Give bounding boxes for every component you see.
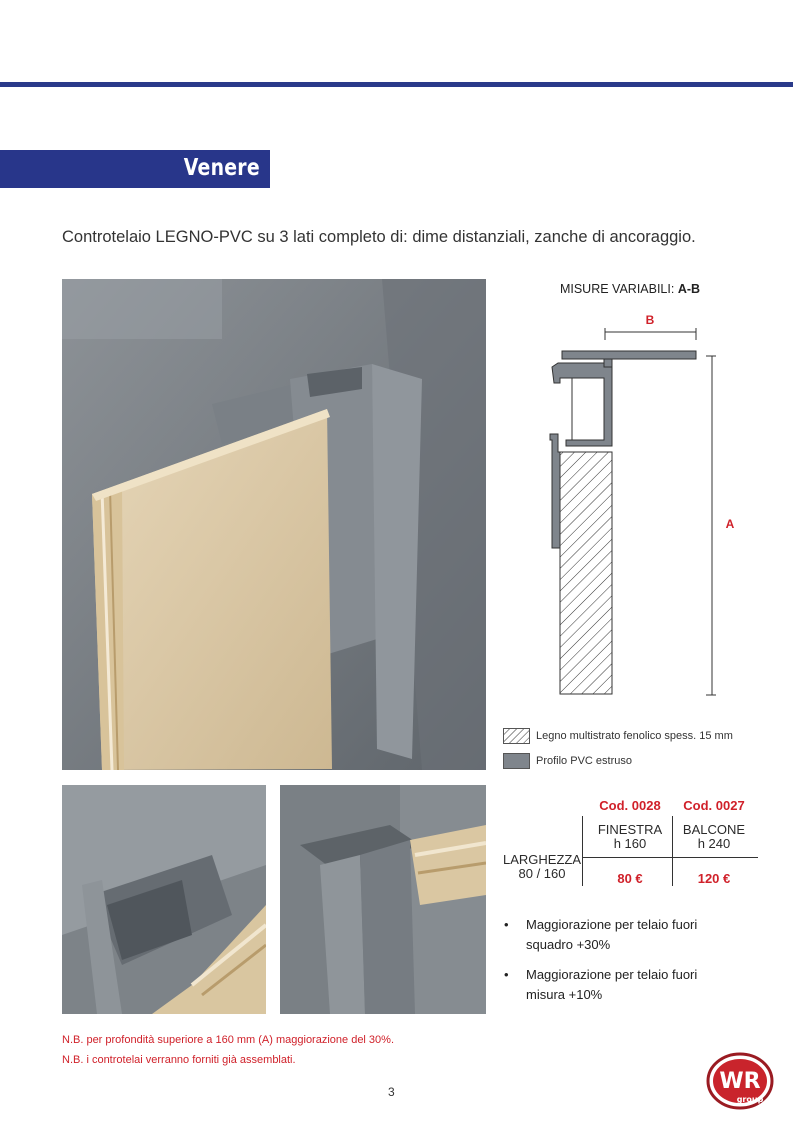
detail-photo-right: [280, 785, 486, 1014]
pvc-swatch: [503, 753, 530, 769]
col-finestra: [588, 823, 672, 851]
legend-wood: [503, 728, 733, 744]
bullet-dot: •: [504, 967, 509, 982]
notes: [62, 1030, 394, 1070]
legend-pvc: [503, 753, 632, 769]
note-assembled: N.B. i controtelai verranno forniti già assemblati.: [62, 1054, 296, 1066]
bullet-line: squadro +30%: [526, 937, 611, 952]
measures-value: A-B: [677, 282, 701, 296]
detail-photo-left: [62, 785, 266, 1014]
col-balcone: [672, 823, 756, 851]
col-balcone-height: h 240: [697, 836, 731, 851]
profile-top-flange: [562, 351, 696, 359]
header-rule: [0, 82, 793, 87]
note-depth: N.B. per profondità superiore a 160 mm (A) maggiorazione del 30%.: [62, 1034, 395, 1046]
legend-wood-label: Legno multistrato fenolico spess. 15 mm: [536, 729, 733, 742]
dim-label-a: A: [725, 517, 735, 531]
wood-panel: [560, 452, 612, 694]
section-title: Venere: [183, 155, 260, 181]
bullet-line: Maggiorazione per telaio fuori: [526, 967, 698, 982]
col-finestra-name: FINESTRA: [597, 822, 663, 837]
surcharge-list: [500, 915, 760, 1015]
price-table: [500, 796, 760, 896]
legend-pvc-label: Profilo PVC estruso: [536, 754, 632, 767]
bullet-dot: •: [504, 917, 509, 932]
intro-text: Controtelaio LEGNO-PVC su 3 lati completo di: dime distanziali, zanche di ancoraggio.: [62, 228, 696, 246]
section-title-bar: [0, 150, 270, 188]
bullet-line: Maggiorazione per telaio fuori: [526, 917, 698, 932]
bullet-line: misura +10%: [526, 987, 603, 1002]
dim-label-b: B: [645, 313, 655, 327]
row-label: [500, 853, 584, 881]
col-finestra-height: h 160: [613, 836, 647, 851]
list-item: [500, 965, 760, 1005]
main-product-photo: [62, 279, 486, 770]
logo-text: WR: [719, 1069, 761, 1094]
row-label-range: 80 / 160: [518, 866, 566, 881]
wood-swatch: [503, 728, 530, 744]
list-item: [500, 915, 760, 955]
code-finestra: Cod. 0028: [599, 798, 661, 813]
col-balcone-name: BALCONE: [682, 822, 746, 837]
wr-group-logo: [706, 1052, 774, 1110]
profile-diagram: [500, 300, 760, 700]
price-balcone: 120 €: [697, 871, 731, 886]
measures-prefix: MISURE VARIABILI:: [559, 282, 678, 296]
row-label-width: LARGHEZZA: [502, 852, 581, 867]
code-balcone: Cod. 0027: [683, 798, 745, 813]
page-number: 3: [388, 1085, 395, 1099]
logo-subtext: group: [736, 1095, 764, 1104]
price-finestra: 80 €: [617, 871, 643, 886]
measures-title: [520, 282, 740, 296]
table-divider-horizontal: [583, 857, 758, 858]
